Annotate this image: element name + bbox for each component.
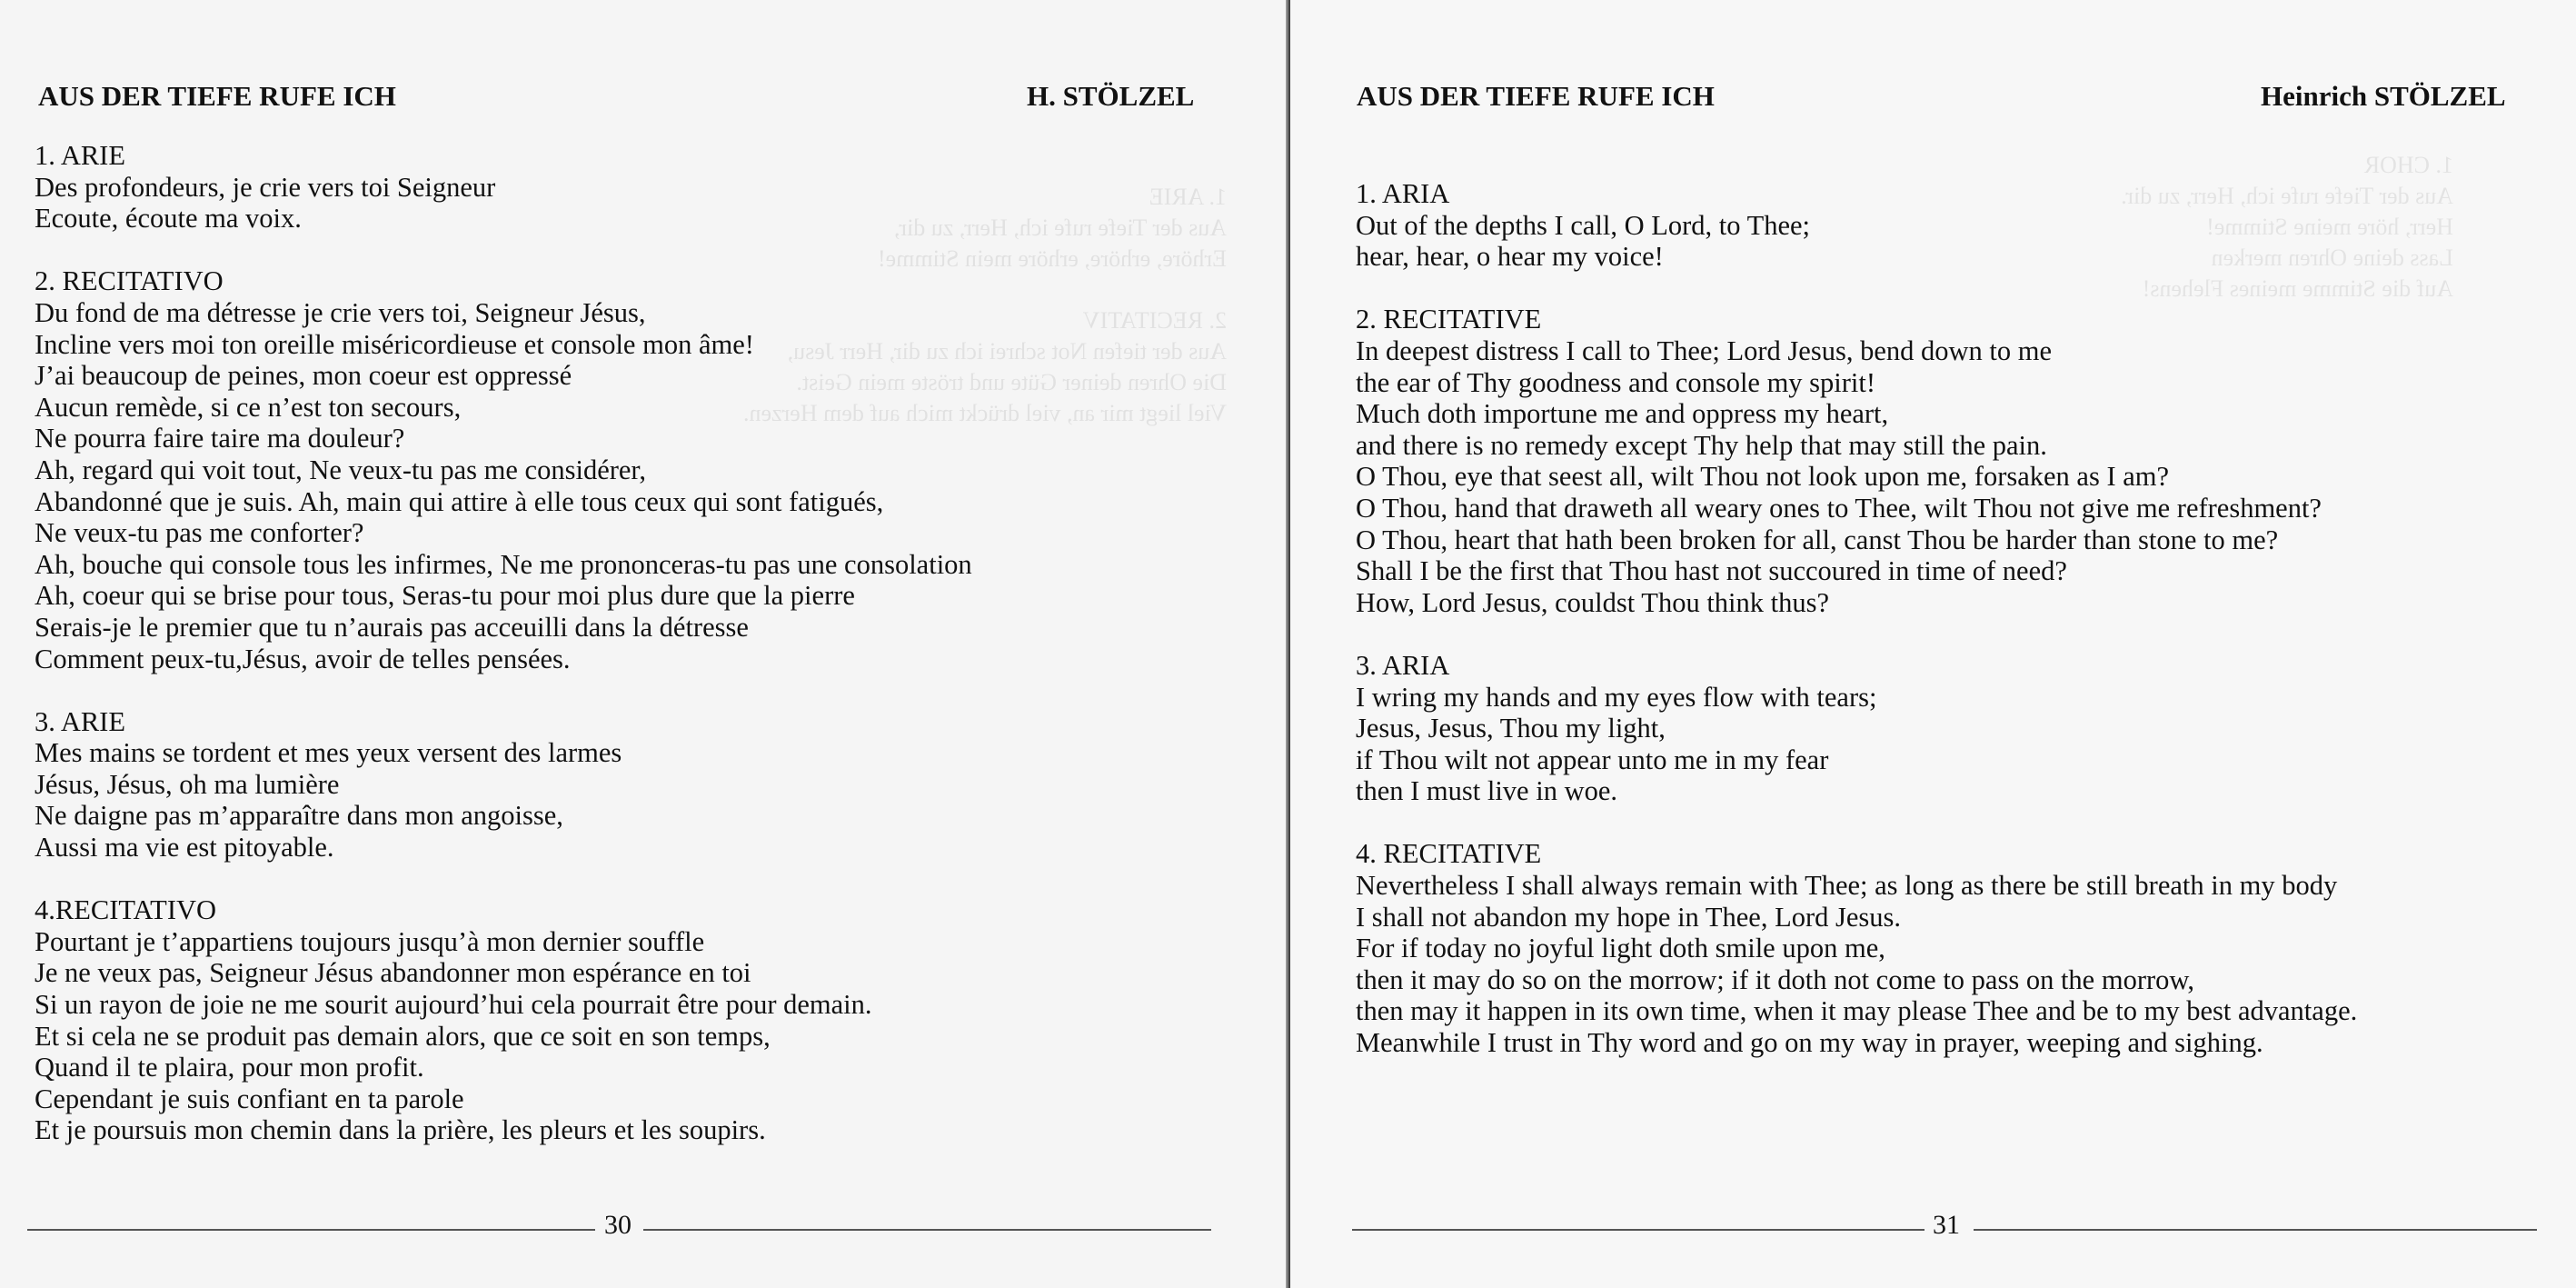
lyrics-body: [1356, 178, 2357, 1090]
section-heading: 2. RECITATIVE: [1356, 304, 1542, 335]
lyric-line: Aussi ma vie est pitoyable.: [35, 832, 334, 864]
lyric-line: Pourtant je t’appartiens toujours jusqu’à mon dernier souffle: [35, 925, 705, 957]
lyric-line: if Thou wilt not appear unto me in my fear: [1356, 744, 1829, 775]
lyric-line: Nevertheless I shall always remain with Thee; as long as there be still breath in my body: [1356, 870, 2338, 902]
lyric-line: then may it happen in its own time, when it may please Thee and be to my best advantage.: [1356, 995, 2358, 1027]
page-title: AUS DER TIEFE RUFE ICH: [38, 80, 396, 112]
section-heading: 1. ARIE: [35, 140, 125, 171]
section-block: [1356, 304, 2357, 618]
lyric-line: Je ne veux pas, Seigneur Jésus abandonner mon espérance en toi: [35, 957, 751, 989]
lyric-line: Ah, bouche qui console tous les infirmes, Ne me prononceras-tu pas une consolation: [35, 548, 972, 580]
lyric-line: J’ai beaucoup de peines, mon coeur est oppressé: [35, 360, 572, 392]
lyric-line: In deepest distress I call to Thee; Lord Jesus, bend down to me: [1356, 334, 2052, 366]
lyric-line: Meanwhile I trust in Thy word and go on my way in prayer, weeping and sighing.: [1356, 1027, 2263, 1059]
bleed-through-text: 1. ARIE Aus der Tiefe rufe ich, Herr, zu dir, Erhöre, erhöre, erhöre mein Stimme! 2. RECITATIV Aus der tiefen Not schrei ich zu dir, Herr Jesu, Die Ohren deiner Güte und tröste mein Geist. Viel liegt mir an, viel drückt mich auf dem Herzen.: [743, 184, 1227, 426]
lyric-line: Ne daigne pas m’apparaître dans mon angoisse,: [35, 800, 563, 832]
lyric-line: I shall not abandon my hope in Thee, Lord Jesus.: [1356, 901, 1902, 933]
lyric-line: Incline vers moi ton oreille miséricordieuse et console mon âme!: [35, 328, 754, 360]
section-block: [35, 140, 972, 235]
lyric-line: the ear of Thy goodness and console my spirit!: [1356, 366, 1876, 398]
section-block: [35, 265, 972, 674]
composer-name: H. STÖLZEL: [1027, 80, 1195, 112]
lyric-line: Des profondeurs, je crie vers toi Seigneur: [35, 171, 496, 203]
section-heading: 2. RECITATIVO: [35, 265, 224, 297]
lyric-line: Abandonné que je suis. Ah, main qui attire à elle tous ceux qui sont fatigués,: [35, 485, 884, 517]
right-page: [1290, 0, 2576, 1288]
section-heading: 4.RECITATIVO: [35, 894, 217, 926]
lyric-line: hear, hear, o hear my voice!: [1356, 241, 1664, 273]
lyrics-body: [35, 140, 972, 1178]
lyric-line: How, Lord Jesus, couldst Thou think thus?: [1356, 586, 1830, 618]
composer-name: Heinrich STÖLZEL: [2261, 80, 2506, 112]
section-block: [1356, 178, 2357, 273]
lyric-line: For if today no joyful light doth smile upon me,: [1356, 933, 1885, 964]
lyric-line: Ne veux-tu pas me conforter?: [35, 517, 364, 549]
lyric-line: I wring my hands and my eyes flow with tears;: [1356, 681, 1877, 713]
lyric-line: then I must live in woe.: [1356, 775, 1618, 807]
page-number: 31: [1933, 1210, 1960, 1240]
lyric-line: Comment peux-tu,Jésus, avoir de telles pensées.: [35, 643, 571, 674]
lyric-line: O Thou, hand that draweth all weary ones to Thee, wilt Thou not give me refreshment?: [1356, 492, 2322, 524]
lyric-line: O Thou, heart that hath been broken for all, canst Thou be harder than stone to me?: [1356, 524, 2279, 555]
lyric-line: Ah, coeur qui se brise pour tous, Seras-tu pour moi plus dure que la pierre: [35, 580, 855, 612]
left-page: [0, 0, 1286, 1288]
lyric-line: Serais-je le premier que tu n’aurais pas acceuilli dans la détresse: [35, 611, 749, 643]
lyric-line: Si un rayon de joie ne me sourit aujourd’hui cela pourrait être pour demain.: [35, 989, 872, 1021]
lyric-line: then it may do so on the morrow; if it doth not come to pass on the morrow,: [1356, 964, 2195, 995]
lyric-line: Ecoute, écoute ma voix.: [35, 203, 302, 235]
footer-rule-left: [1352, 1229, 1925, 1231]
lyric-line: Cependant je suis confiant en ta parole: [35, 1083, 464, 1114]
lyric-line: Mes mains se tordent et mes yeux versent des larmes: [35, 737, 622, 769]
section-block: [1356, 650, 2357, 807]
footer-rule-right: [1974, 1229, 2537, 1231]
lyric-line: Ne pourra faire taire ma douleur?: [35, 423, 405, 454]
section-block: [35, 894, 972, 1146]
lyric-line: Aucun remède, si ce n’est ton secours,: [35, 391, 462, 423]
lyric-line: Jesus, Jesus, Thou my light,: [1356, 713, 1666, 744]
page-title: AUS DER TIEFE RUFE ICH: [1357, 80, 1715, 112]
section-block: [1356, 838, 2357, 1058]
bleed-through-text: 1. CHOR Aus der Tiefe rufe ich, Herr, zu dir. Herr, höre meine Stimme! Lass deine Ohren merken Auf die Stimme meines Flehens!: [2121, 152, 2453, 302]
page-number: 30: [604, 1210, 632, 1240]
lyric-line: O Thou, eye that seest all, wilt Thou not look upon me, forsaken as I am?: [1356, 461, 2170, 493]
lyric-line: Ah, regard qui voit tout, Ne veux-tu pas me considérer,: [35, 454, 646, 485]
lyric-line: and there is no remedy except Thy help that may still the pain.: [1356, 429, 2047, 461]
lyric-line: Out of the depths I call, O Lord, to Thee;: [1356, 209, 1811, 241]
footer-rule-right: [643, 1229, 1211, 1231]
lyric-line: Shall I be the first that Thou hast not succoured in time of need?: [1356, 555, 2067, 587]
section-block: [35, 706, 972, 864]
lyric-line: Much doth importune me and oppress my heart,: [1356, 398, 1889, 430]
section-heading: 3. ARIA: [1356, 649, 1450, 681]
footer-rule-left: [27, 1229, 595, 1231]
lyric-line: Jésus, Jésus, oh ma lumière: [35, 768, 340, 800]
section-heading: 4. RECITATIVE: [1356, 838, 1542, 870]
lyric-line: Du fond de ma détresse je crie vers toi, Seigneur Jésus,: [35, 296, 646, 328]
lyric-line: Et je poursuis mon chemin dans la prière, les pleurs et les soupirs.: [35, 1114, 766, 1146]
lyric-line: Quand il te plaira, pour mon profit.: [35, 1052, 424, 1083]
section-heading: 3. ARIE: [35, 705, 125, 737]
lyric-line: Et si cela ne se produit pas demain alors, que ce soit en son temps,: [35, 1020, 771, 1052]
section-heading: 1. ARIA: [1356, 178, 1450, 209]
